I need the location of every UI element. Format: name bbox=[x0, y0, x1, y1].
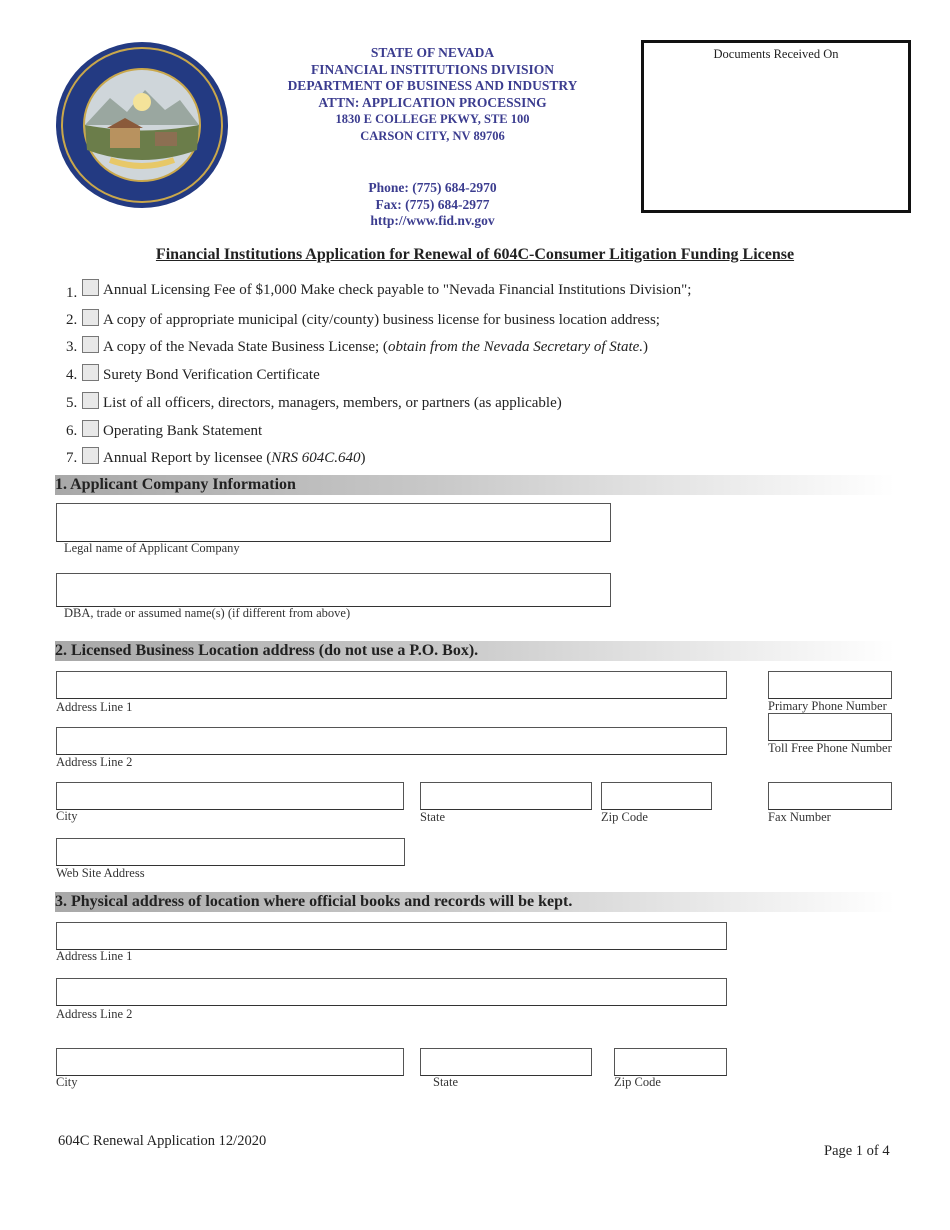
checkbox[interactable] bbox=[82, 392, 99, 409]
toll-free-phone-label: Toll Free Phone Number bbox=[768, 741, 892, 755]
legal-name-input[interactable] bbox=[56, 503, 611, 542]
dba-input[interactable] bbox=[56, 573, 611, 607]
business-address-line-2-label: Address Line 2 bbox=[56, 755, 133, 769]
item-text-tail: ) bbox=[360, 450, 366, 466]
phone-number: Phone: (775) 684-2970 bbox=[368, 180, 497, 195]
documents-received-label: Documents Received On bbox=[713, 47, 839, 61]
checklist-item bbox=[66, 392, 562, 412]
business-zip-input[interactable] bbox=[601, 782, 712, 810]
dba-label: DBA, trade or assumed name(s) (if different from above) bbox=[64, 606, 351, 620]
section-3-heading: 3. Physical address of location where official books and records will be kept. bbox=[55, 892, 895, 912]
section-2-heading: 2. Licensed Business Location address (do not use a P.O. Box). bbox=[55, 641, 895, 661]
agency-line: STATE OF NEVADA bbox=[370, 45, 495, 60]
business-address-line-1-input[interactable] bbox=[56, 671, 727, 699]
city-address: CARSON CITY, NV 89706 bbox=[360, 128, 505, 143]
fax-label: Fax Number bbox=[768, 810, 831, 824]
legal-name-label: Legal name of Applicant Company bbox=[64, 541, 240, 555]
records-state-label: State bbox=[433, 1075, 458, 1089]
street-address: 1830 E COLLEGE PKWY, STE 100 bbox=[335, 112, 530, 126]
item-number: 1. bbox=[66, 285, 78, 301]
business-state-input[interactable] bbox=[420, 782, 592, 810]
agency-address-block bbox=[250, 45, 615, 144]
checklist-item bbox=[66, 279, 691, 299]
checkbox[interactable] bbox=[82, 447, 99, 464]
fax-number: Fax: (775) 684-2977 bbox=[375, 196, 490, 212]
website-input[interactable] bbox=[56, 838, 405, 866]
business-zip-label: Zip Code bbox=[601, 810, 648, 824]
website-label: Web Site Address bbox=[56, 866, 145, 880]
checklist-item bbox=[66, 447, 365, 467]
checkbox[interactable] bbox=[82, 336, 99, 353]
item-number: 7. bbox=[66, 450, 78, 466]
business-address-line-2-input[interactable] bbox=[56, 727, 727, 755]
fax-input[interactable] bbox=[768, 782, 892, 810]
item-text: A copy of the Nevada State Business License; ( bbox=[103, 339, 388, 355]
records-state-input[interactable] bbox=[420, 1048, 592, 1076]
business-address-line-1-label: Address Line 1 bbox=[56, 700, 133, 714]
item-text: Surety Bond Verification Certificate bbox=[103, 367, 320, 383]
form-title: Financial Institutions Application for Renewal of 604C-Consumer Litigation Funding License bbox=[155, 246, 795, 263]
contact-block bbox=[250, 180, 615, 230]
checkbox[interactable] bbox=[82, 279, 99, 296]
business-city-label: City bbox=[56, 809, 78, 823]
checklist-item bbox=[66, 420, 262, 440]
checkbox[interactable] bbox=[82, 364, 99, 381]
primary-phone-input[interactable] bbox=[768, 671, 892, 699]
item-text: Annual Licensing Fee of $1,000 Make check payable to "Nevada Financial Institutions Division"; bbox=[103, 282, 692, 298]
item-text: Operating Bank Statement bbox=[103, 423, 263, 439]
agency-line: FINANCIAL INSTITUTIONS DIVISION bbox=[310, 61, 555, 77]
toll-free-phone-input[interactable] bbox=[768, 713, 892, 741]
item-text-tail: ) bbox=[643, 339, 649, 355]
records-address-line-2-label: Address Line 2 bbox=[56, 1007, 133, 1021]
page-number: Page 1 of 4 bbox=[824, 1143, 890, 1159]
records-city-input[interactable] bbox=[56, 1048, 404, 1076]
records-address-line-2-input[interactable] bbox=[56, 978, 727, 1006]
website-link[interactable]: http://www.fid.nv.gov bbox=[370, 213, 495, 228]
checklist-item bbox=[66, 309, 660, 329]
item-text: A copy of appropriate municipal (city/county) business license for business location address; bbox=[103, 312, 660, 328]
item-text-italic: NRS 604C.640 bbox=[271, 450, 361, 466]
records-city-label: City bbox=[56, 1075, 78, 1089]
checklist-item bbox=[66, 336, 648, 356]
records-address-line-1-input[interactable] bbox=[56, 922, 727, 950]
documents-received-box bbox=[641, 40, 911, 213]
form-identifier: 604C Renewal Application 12/2020 bbox=[58, 1133, 267, 1149]
business-city-input[interactable] bbox=[56, 782, 404, 810]
item-number: 6. bbox=[66, 423, 78, 439]
section-1-heading: 1. Applicant Company Information bbox=[55, 475, 895, 495]
item-text: Annual Report by licensee ( bbox=[103, 450, 272, 466]
item-text-italic: obtain from the Nevada Secretary of State. bbox=[387, 339, 644, 355]
checklist-item bbox=[66, 364, 320, 384]
agency-line: DEPARTMENT OF BUSINESS AND INDUSTRY bbox=[287, 78, 578, 93]
checkbox[interactable] bbox=[82, 420, 99, 437]
business-state-label: State bbox=[420, 810, 445, 824]
records-address-line-1-label: Address Line 1 bbox=[56, 949, 133, 963]
checkbox[interactable] bbox=[82, 309, 99, 326]
item-number: 4. bbox=[66, 367, 78, 383]
nevada-state-seal bbox=[55, 40, 230, 210]
records-zip-label: Zip Code bbox=[614, 1075, 661, 1089]
item-number: 3. bbox=[66, 339, 78, 355]
item-number: 5. bbox=[66, 395, 78, 411]
agency-line: ATTN: APPLICATION PROCESSING bbox=[318, 94, 547, 110]
item-number: 2. bbox=[66, 312, 78, 328]
primary-phone-label: Primary Phone Number bbox=[768, 699, 887, 713]
records-zip-input[interactable] bbox=[614, 1048, 727, 1076]
item-text: List of all officers, directors, managers, members, or partners (as applicable) bbox=[103, 395, 562, 411]
